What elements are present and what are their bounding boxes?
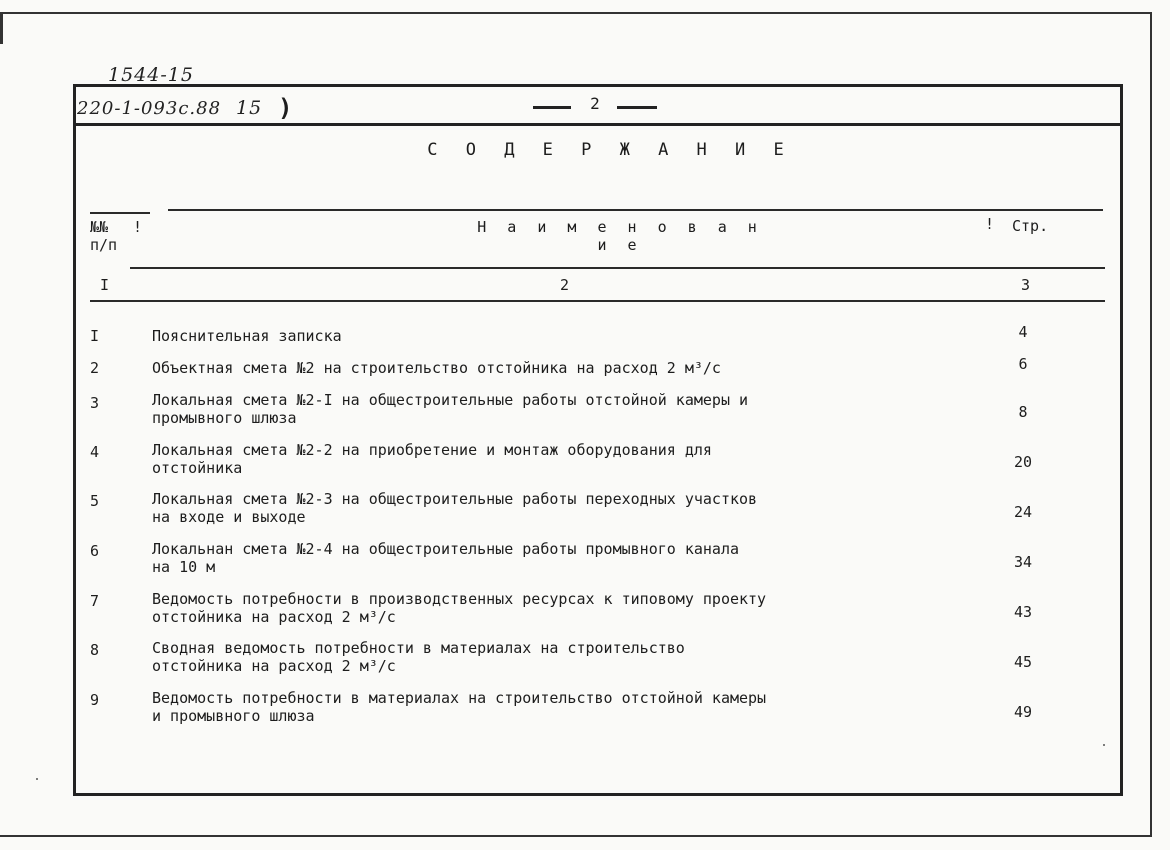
- handwritten-sheet-number: 15: [236, 97, 263, 119]
- row-number: 5: [90, 492, 100, 510]
- table-colnum-rule: [90, 300, 1105, 302]
- header-divider: [73, 123, 1123, 126]
- column-header-number: [90, 218, 117, 254]
- row-number: 3: [90, 394, 100, 412]
- column-separator-2: !: [985, 215, 995, 233]
- row-number: 2: [90, 359, 100, 377]
- row-page: 43: [1013, 603, 1033, 621]
- row-page: 8: [1018, 403, 1028, 421]
- scan-speck: [1103, 744, 1105, 746]
- row-name: Локальная смета №2-3 на общестроительные работы переходных участков на входе и выходе: [152, 490, 758, 526]
- sheet-edge-bottom: [0, 835, 1152, 837]
- sheet-edge-left: [0, 14, 3, 44]
- row-page: 4: [1018, 323, 1028, 341]
- column-header-name: Н а и м е н о в а н и е: [477, 218, 763, 254]
- column-number-2: 2: [560, 276, 570, 294]
- column-header-number-label: №№ п/п: [90, 218, 118, 254]
- page-number-dash-right: [617, 106, 657, 109]
- row-number: 9: [90, 691, 100, 709]
- row-name: Ведомость потребности в материалах на строительство отстойной камеры и промывного шлюза: [152, 689, 767, 725]
- row-number: 8: [90, 641, 100, 659]
- sheet-edge-right: [1150, 12, 1152, 837]
- row-name: Объектная смета №2 на строительство отстойника на расход 2 м³/с: [152, 359, 721, 377]
- row-name: Сводная ведомость потребности в материалах на строительство отстойника на расход 2 м³/с: [152, 639, 685, 675]
- row-page: 20: [1013, 453, 1033, 471]
- handwritten-code: 220-1-093с.88: [77, 98, 222, 119]
- page-number-dash-left: [533, 106, 571, 109]
- row-name: Локальная смета №2-2 на приобретение и монтаж оборудования для отстойника: [152, 441, 712, 477]
- table-top-rule-a: [90, 212, 150, 214]
- row-page: 49: [1013, 703, 1033, 721]
- row-name: Ведомость потребности в производственных ресурсах к типовому проекту отстойника на расход 2 м³/с: [152, 590, 767, 626]
- page-number-block: [533, 94, 657, 118]
- scan-speck: [36, 778, 38, 780]
- row-name: Локальнан смета №2-4 на общестроительные работы промывного канала на 10 м: [152, 540, 739, 576]
- row-number: 4: [90, 443, 100, 461]
- row-number: 6: [90, 542, 100, 560]
- column-number-3: 3: [1021, 276, 1031, 294]
- table-top-rule-b: [168, 209, 1103, 211]
- row-name: Пояснительная записка: [152, 327, 342, 345]
- row-page: 45: [1013, 653, 1033, 671]
- table-header-rule: [130, 267, 1105, 269]
- row-page: 24: [1013, 503, 1033, 521]
- row-page: 6: [1018, 355, 1028, 373]
- column-number-1: I: [100, 276, 110, 294]
- row-number: I: [90, 327, 100, 345]
- bracket-mark: ): [278, 94, 293, 122]
- row-number: 7: [90, 592, 100, 610]
- column-separator-1: !: [133, 218, 143, 236]
- document-title: С О Д Е Р Ж А Н И Е: [427, 140, 793, 160]
- handwritten-top-note: 1544-15: [108, 64, 194, 86]
- sheet-edge-top: [0, 12, 1150, 14]
- row-name: Локальная смета №2-I на общестроительные работы отстойной камеры и промывного шлюза: [152, 391, 749, 427]
- column-header-page: Стр.: [1012, 217, 1049, 235]
- page-number: 2: [590, 94, 600, 113]
- row-page: 34: [1013, 553, 1033, 571]
